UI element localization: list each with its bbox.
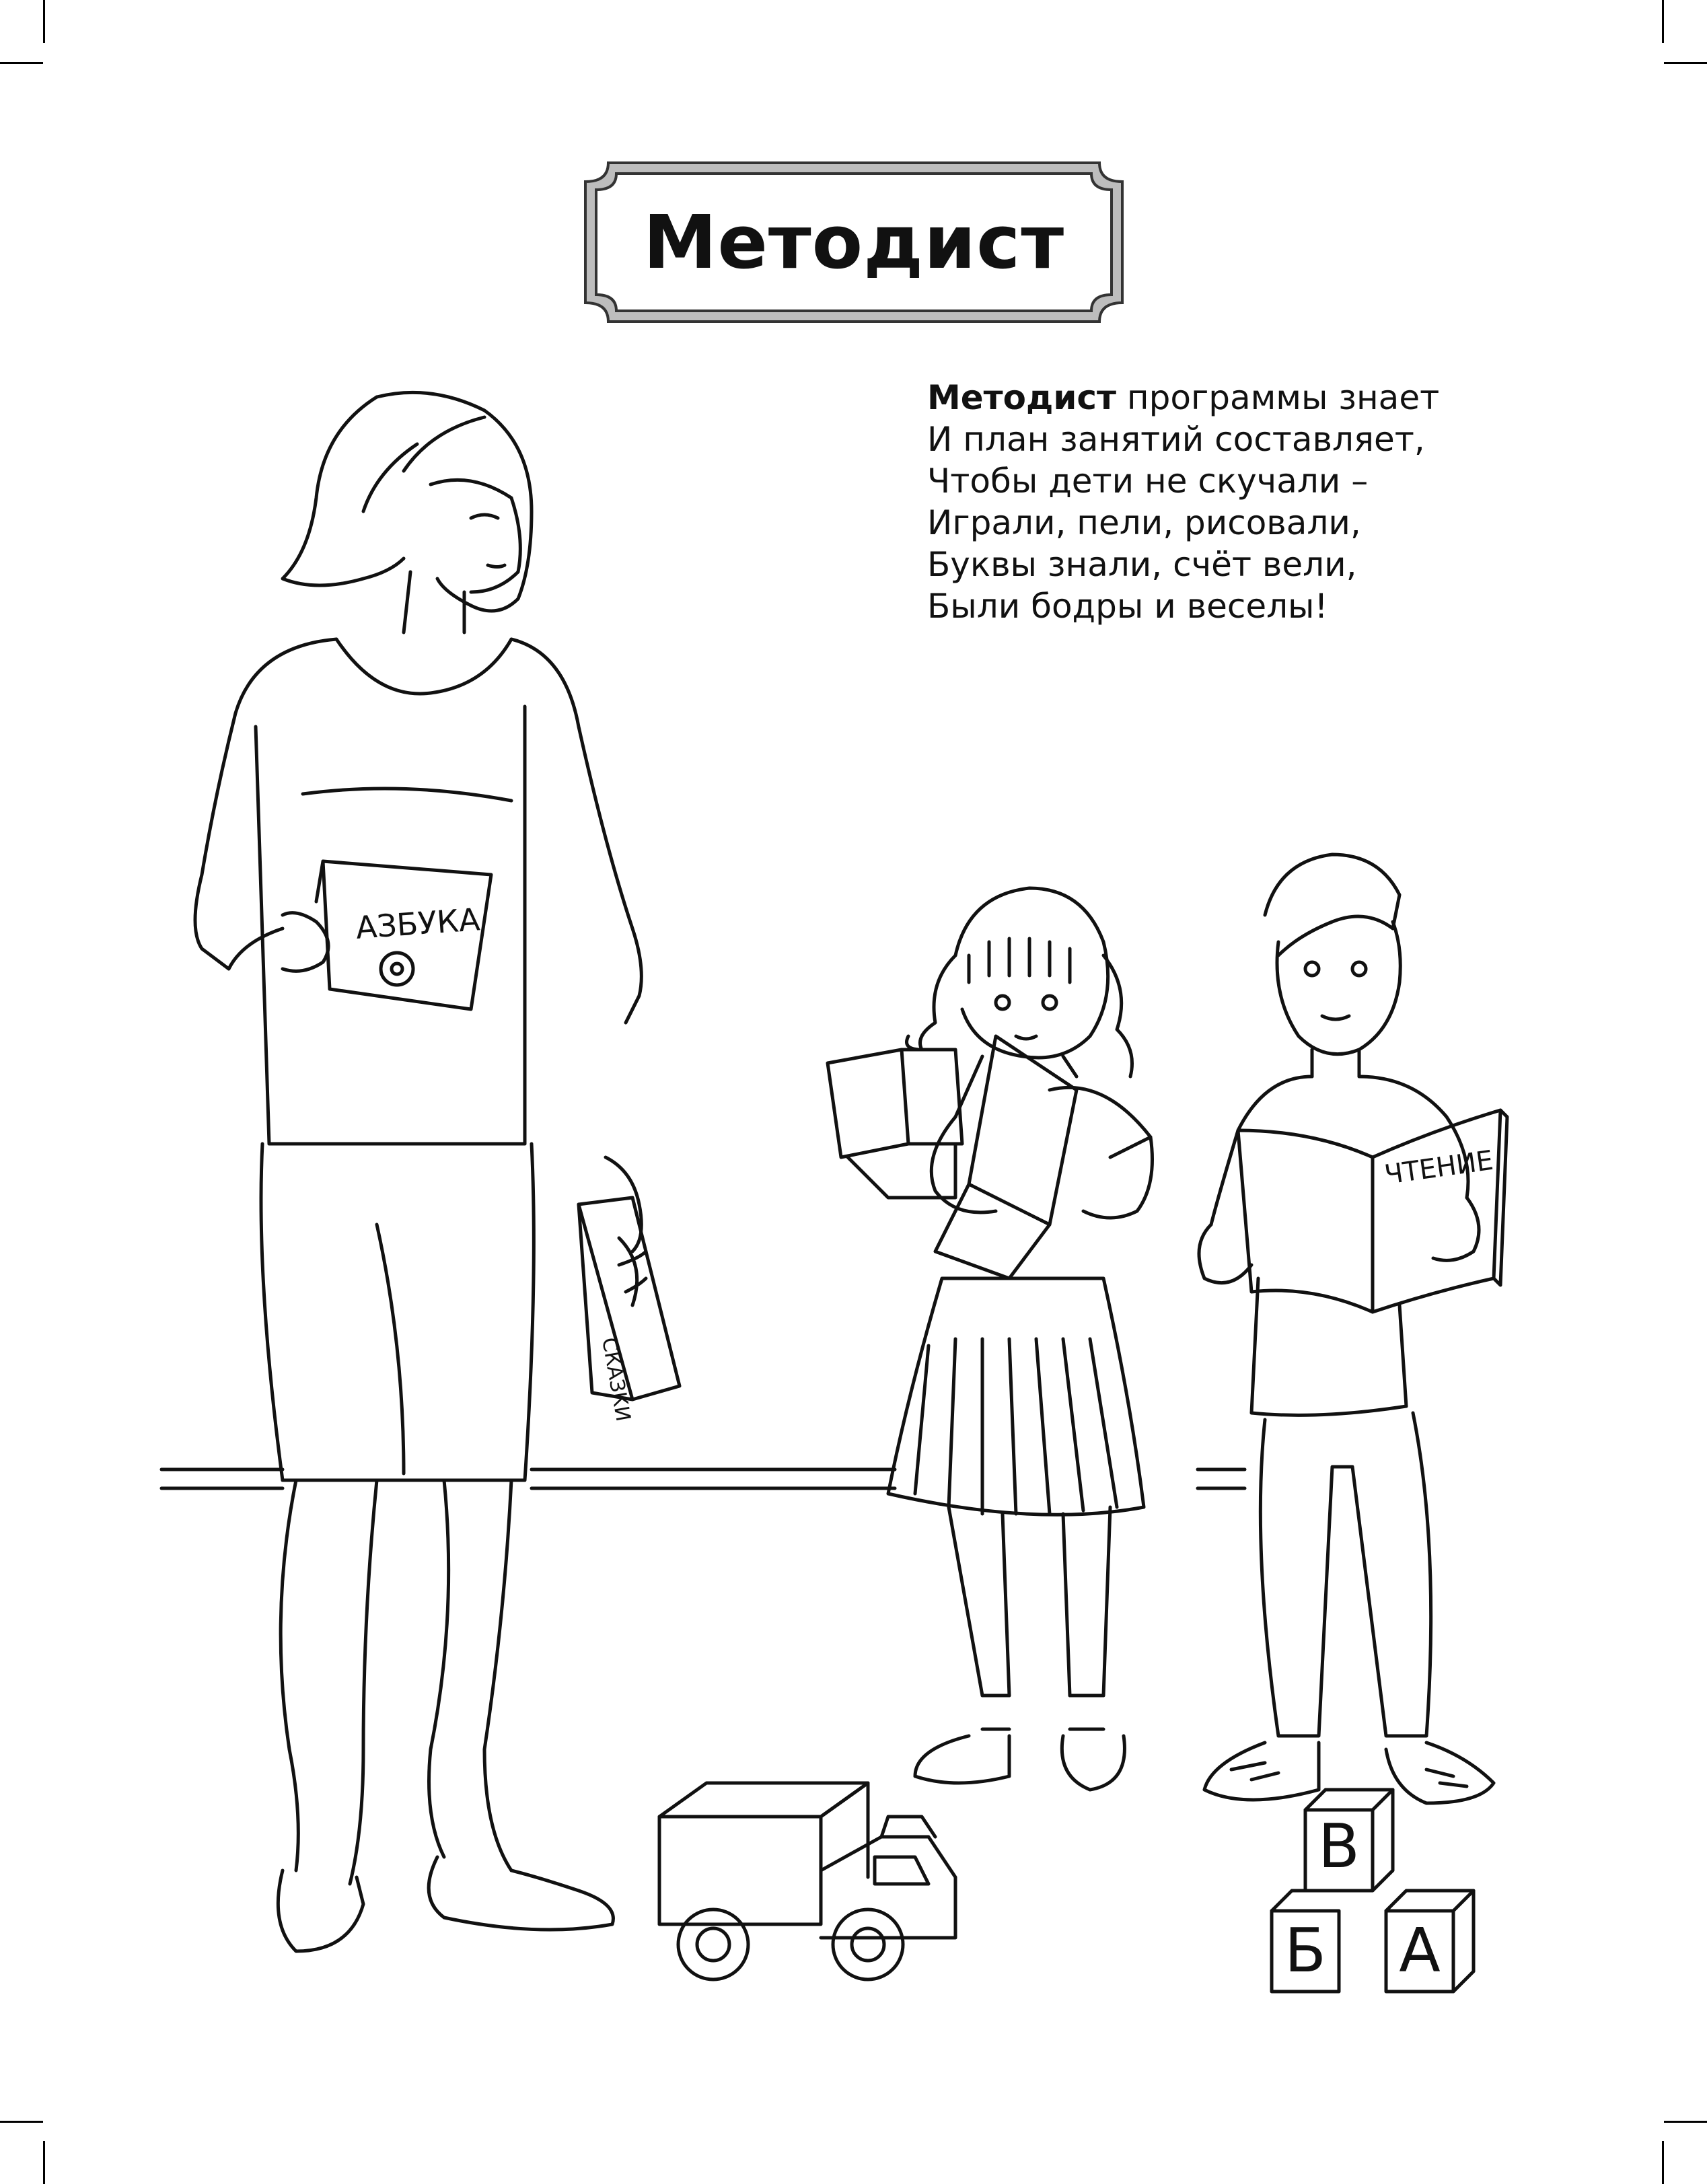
skazki-label: СКАЗКИ [597,1336,635,1424]
poem-line: Были бодры и веселы! [927,587,1328,626]
azbuka-label: АЗБУКА [355,901,482,946]
poem-line: Чтобы дети не скучали – [927,462,1369,501]
block-letter-a: А [1399,1916,1441,1986]
skazki-book [579,1198,680,1399]
page-title: Методист [643,199,1065,285]
girl-blocks [828,1036,1077,1278]
poem-line: Играли, пели, рисовали, [927,503,1361,542]
poem-first-word: Методист [927,378,1117,417]
block-letter-v: В [1318,1811,1360,1882]
poem-first-line-rest: программы знает [1116,378,1440,417]
block-letter-b: Б [1284,1916,1326,1986]
teacher-figure [195,392,641,1951]
chtenie-book [1238,1110,1507,1312]
poem-line: Буквы знали, счёт вели, [927,545,1357,584]
boy-figure [1199,854,1494,1803]
toy-truck [659,1783,955,1979]
poem-line: И план занятий составляет, [927,420,1425,459]
girl-figure [888,888,1153,1790]
chtenie-label: ЧТЕНИЕ [1382,1144,1496,1191]
